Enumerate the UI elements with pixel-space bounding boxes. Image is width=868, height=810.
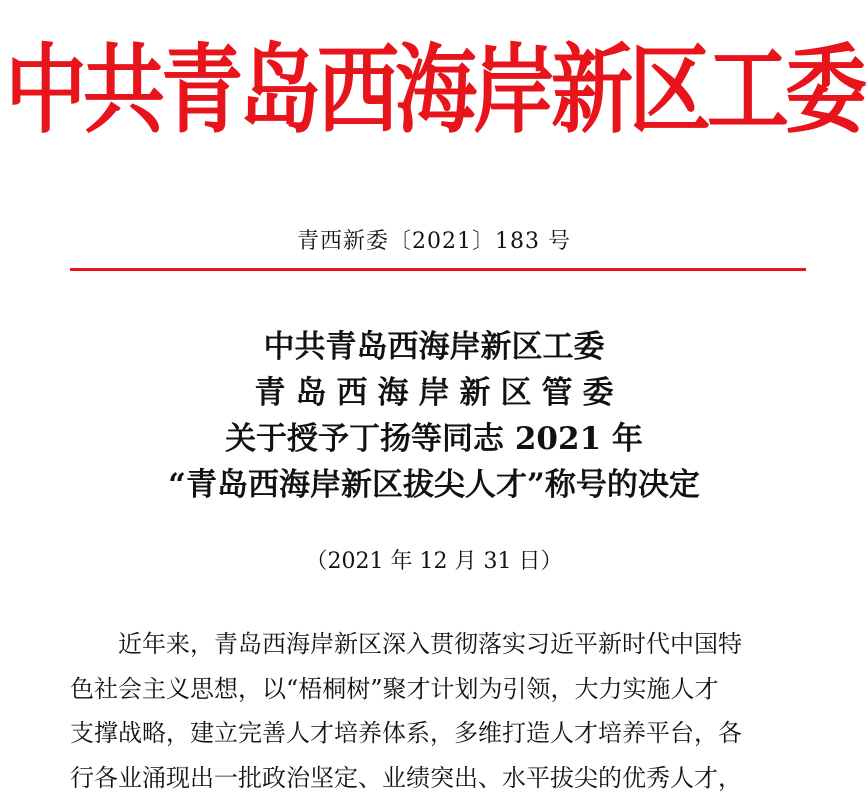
red-divider-rule [70, 268, 806, 271]
body-line-3: 支撑战略，建立完善人才培养体系，多维打造人才培养平台，各 [70, 719, 742, 747]
document-number: 青西新委〔2021〕183 号 [297, 229, 571, 254]
title-line-1: 中共青岛西海岸新区工委 [263, 329, 605, 365]
document-title [0, 324, 868, 508]
title-line-4: “青岛西海岸新区拔尖人才”称号的决定 [168, 467, 700, 503]
title-line-2: 青岛西海岸新区管委 [254, 375, 624, 411]
masthead-issuer: 中共青岛西海岸新区工委 [4, 34, 863, 148]
body-paragraph [70, 622, 806, 800]
body-line-4: 行各业涌现出一批政治坚定、业绩突出、水平拔尖的优秀人才， [70, 763, 742, 792]
document-date: （2021 年 12 月 31 日） [305, 549, 563, 574]
body-line-2: 色社会主义思想，以“梧桐树”聚才计划为引领，大力实施人才 [70, 674, 719, 703]
title-line-3: 关于授予丁扬等同志 2021 年 [225, 421, 643, 457]
body-line-1: 近年来，青岛西海岸新区深入贯彻落实习近平新时代中国特 [118, 630, 742, 658]
